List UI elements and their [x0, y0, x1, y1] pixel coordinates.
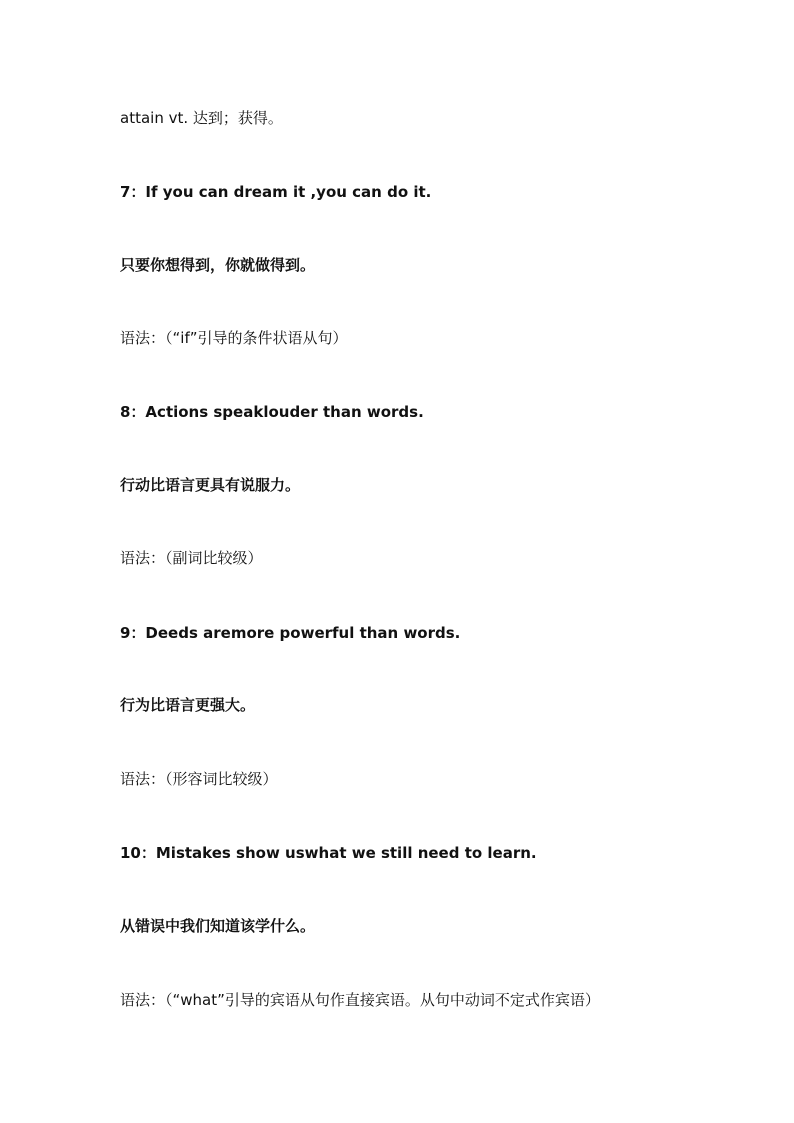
- quote-10-chinese: 从错误中我们知道该学什么。: [120, 917, 316, 935]
- quote-7-grammar: 语法：（“if”引导的条件状语从句）: [120, 329, 348, 347]
- quote-10-english: 10：Mistakes show uswhat we still need to learn.: [120, 844, 537, 862]
- quote-9-english: 9：Deeds aremore powerful than words.: [120, 624, 461, 642]
- quote-8-chinese: 行动比语言更具有说服力。: [120, 476, 301, 494]
- quote-9-chinese: 行为比语言更强大。: [120, 696, 256, 714]
- quote-8-grammar: 语法：（副词比较级）: [120, 549, 263, 567]
- quote-7-english: 7：If you can dream it ,you can do it.: [120, 183, 432, 201]
- quote-8-english: 8：Actions speaklouder than words.: [120, 403, 424, 421]
- quote-7-chinese: 只要你想得到，你就做得到。: [120, 256, 316, 274]
- vocab-note-attain: attain vt. 达到；获得。: [120, 109, 283, 127]
- quote-10-grammar: 语法：（“what”引导的宾语从句作直接宾语。从句中动词不定式作宾语）: [120, 991, 600, 1009]
- quote-9-grammar: 语法：（形容词比较级）: [120, 770, 278, 788]
